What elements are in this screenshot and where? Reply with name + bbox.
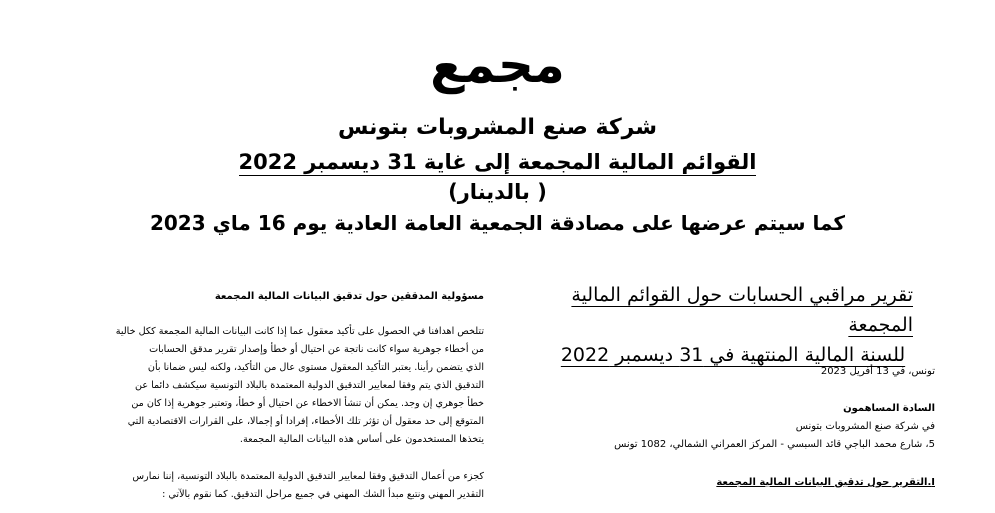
para1-line: التدقيق الذي يتم وفقا لمعايير التدقيق الدولية المعتمدة بالبلاد التونسية سيكشف دائما عن (135, 380, 484, 391)
para2-line: التقدير المهني ونتبع مبدأ الشك المهني في جميع مراحل التدقيق. كما نقوم بالآتي : (162, 489, 484, 500)
section-heading: I.التقرير حول تدقيق البيانات المالية المجمعة (716, 477, 935, 488)
address-line2: 5، شارع محمد الباجي قائد السبسي - المركز العمراني الشمالي، 1082 تونس (614, 439, 935, 450)
para2-line: كجزء من أعمال التدقيق وفقا لمعايير التدقيق الدولية المعتمدة بالبلاد التونسية، إننا نمارس (132, 471, 484, 482)
report-title (513, 280, 913, 370)
company-name: شركة صنع المشروبات بتونس (337, 115, 658, 140)
report-date: تونس، في 13 أفريل 2023 (820, 366, 935, 377)
addressee: السادة المساهمون (843, 403, 935, 414)
address-line1: في شركة صنع المشروبات بتونس (795, 421, 935, 432)
para1-line: تتلخص اهدافنا في الحصول على تأكيد معقول عما إذا كانت البيانات المالية المجمعة ككل خالية (115, 326, 484, 337)
para1-line: من أخطاء جوهرية سواء كانت ناتجة عن احتيال أو خطأ وإصدار تقرير مدقق الحسابات (149, 344, 484, 355)
report-title-line1: تقرير مراقبي الحسابات حول القوائم المالية المجمعة (571, 284, 913, 336)
currency-note: ( بالدينار) (448, 180, 547, 204)
para1-line: يتخذها المستخدمون على أساس هذه البيانات المالية المجمعة. (239, 434, 484, 445)
main-title: مجمع (430, 36, 565, 94)
para1-line: المتوقع إلى حد معقول أن تؤثر تلك الأخطاء، إفرادا أو إجمالا، على القرارات الاقتصادية التي (127, 416, 484, 427)
para1-line: خطأ جوهري إن وجد. يمكن أن تنشأ الاخطاء عن احتيال أو خطأ، وتعتبر جوهرية إذا كان من (131, 398, 484, 409)
para1-line: الذي يتضمن رأينا. يعتبر التأكيد المعقول مستوى عال من التأكيد، ولكنه ليس ضمانا بأن (147, 362, 484, 373)
statements-title (0, 147, 995, 177)
statements-title-text: القوائم المالية المجمعة إلى غاية 31 ديسمبر 2022 (238, 150, 757, 174)
approval-note: كما سيتم عرضها على مصادقة الجمعية العامة العادية يوم 16 ماي 2023 (149, 211, 846, 235)
auditor-heading: مسؤولية المدققين حول تدقيق البيانات المالية المجمعة (214, 291, 484, 302)
report-title-line2: للسنة المالية المنتهية في 31 ديسمبر 2022 (560, 344, 906, 366)
